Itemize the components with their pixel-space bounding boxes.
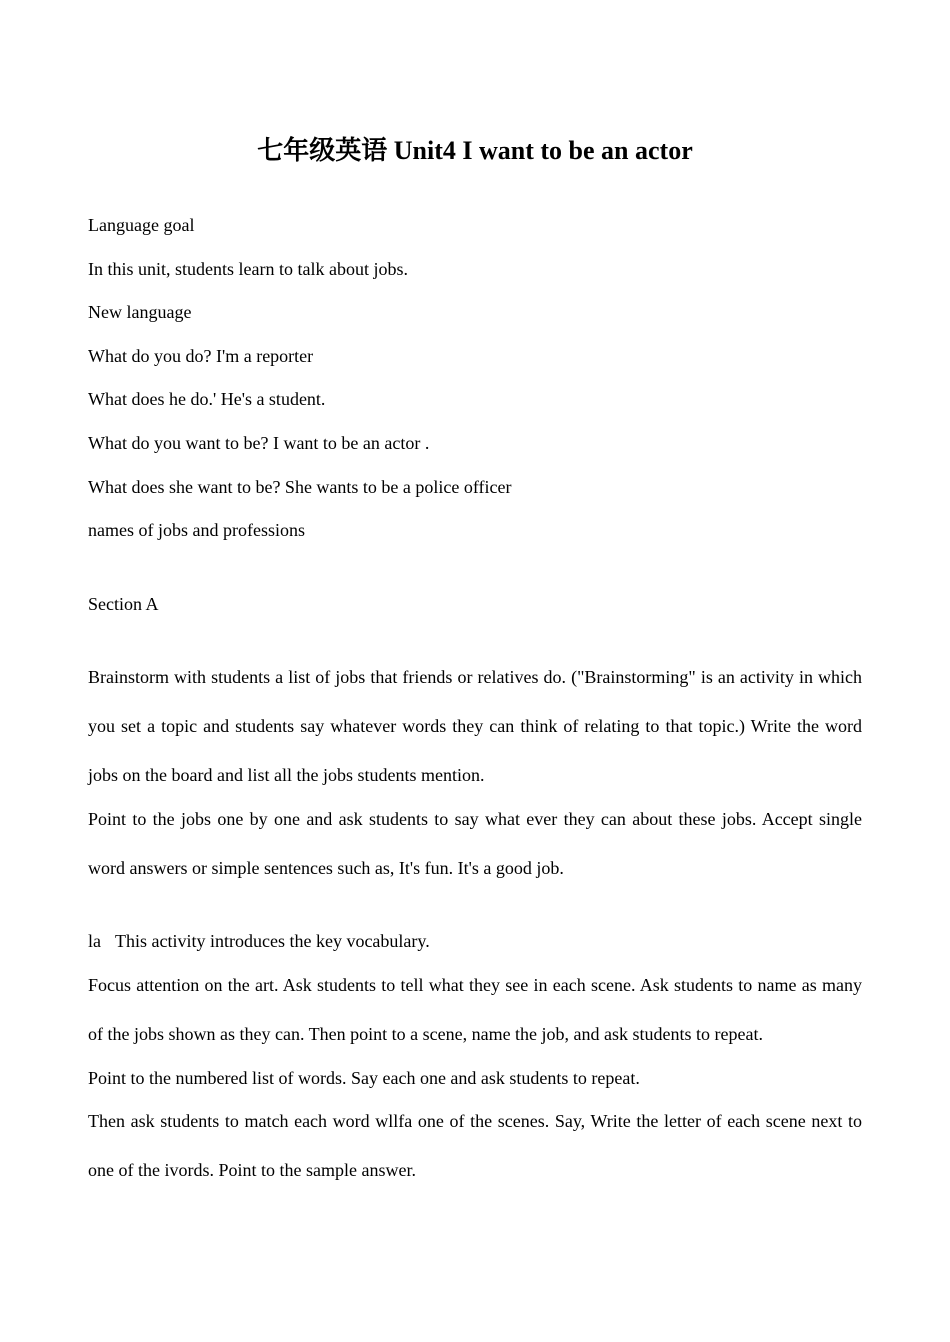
document-title: 七年级英语 Unit4 I want to be an actor: [257, 136, 693, 165]
language-goal-heading: Language goal: [88, 215, 195, 235]
example-sentence-1: What do you do? I'm a reporter: [88, 346, 314, 366]
activity-label: la: [88, 931, 101, 951]
brainstorm-paragraph: Brainstorm with students a list of jobs that friends or relatives do. ("Brainstorming" is an activity in which you set a topic and students say whatever words they can think of relating to that topic.) Write the word jobs on the board and list all the jobs students mention.: [88, 667, 862, 785]
section-heading: Section A: [88, 594, 159, 614]
focus-art-paragraph: Focus attention on the art. Ask students to tell what they see in each scene. Ask students to name as many of the jobs shown as they can. Then point to a scene, name the job, and ask students to repeat.: [88, 975, 862, 1044]
example-sentence-3: What do you want to be? I want to be an actor .: [88, 433, 430, 453]
numbered-list-instruction: Point to the numbered list of words. Say each one and ask students to repeat.: [88, 1068, 640, 1088]
activity-line: [88, 930, 430, 952]
jobs-vocabulary-note: names of jobs and professions: [88, 520, 305, 540]
activity-text: This activity introduces the key vocabulary.: [115, 931, 430, 951]
language-goal-text: In this unit, students learn to talk about jobs.: [88, 259, 408, 279]
matching-paragraph: Then ask students to match each word wllfa one of the scenes. Say, Write the letter of each scene next to one of the ivords. Point to the sample answer.: [88, 1111, 862, 1180]
discussion-paragraph: Point to the jobs one by one and ask students to say what ever they can about these jobs. Accept single word answers or simple sentences such as, It's fun. It's a good job.: [88, 809, 862, 878]
example-sentence-2: What does he do.' He's a student.: [88, 389, 326, 409]
example-sentence-4: What does she want to be? She wants to be a police officer: [88, 477, 512, 497]
new-language-heading: New language: [88, 302, 192, 322]
